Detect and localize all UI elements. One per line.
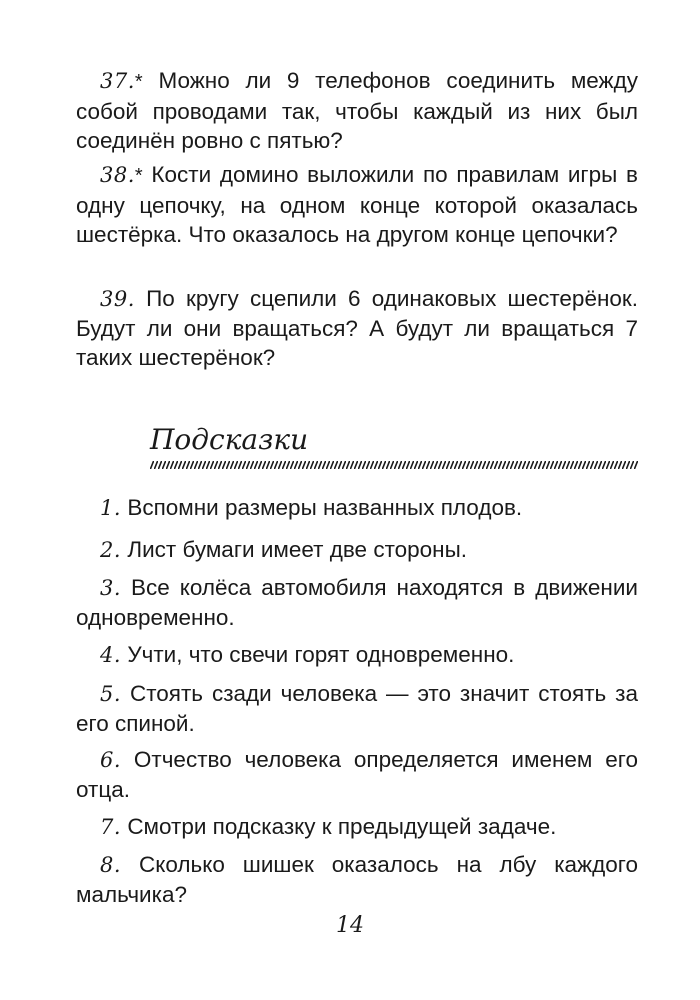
problem-number: 39. [100, 287, 135, 311]
problem-number: 38. [100, 163, 135, 187]
problem-number: 37. [100, 69, 135, 93]
section-heading: Подсказки [150, 423, 309, 456]
hint-6 [76, 745, 638, 804]
problem-38 [76, 160, 638, 249]
hint-1 [76, 493, 638, 523]
hint-text: Учти, что свечи горят одновременно. [127, 642, 515, 667]
hint-3 [76, 573, 638, 632]
hint-text: Сколько шишек оказалось на лбу каждого мальчика? [76, 852, 638, 907]
problem-39 [76, 284, 638, 372]
hint-number: 6. [100, 748, 122, 772]
hint-number: 4. [100, 643, 122, 667]
hint-number: 1. [100, 496, 122, 520]
problem-text: Можно ли 9 телефонов соединить между собой проводами так, чтобы каждый из них был соединён ровно с пятью? [76, 68, 638, 153]
page-number: 14 [336, 913, 364, 938]
hint-number: 5. [100, 682, 122, 706]
hint-2 [76, 535, 638, 565]
heading-hatched-rule [150, 460, 638, 470]
hint-4 [76, 640, 638, 670]
hint-number: 7. [100, 815, 122, 839]
hint-5 [76, 679, 638, 738]
hint-text: Лист бумаги имеет две стороны. [127, 537, 468, 562]
hint-number: 2. [100, 538, 122, 562]
hint-text: Стоять сзади человека — это значит стоять за его спиной. [76, 681, 638, 736]
hint-text: Отчество человека определяется именем его отца. [76, 747, 638, 802]
hint-text: Вспомни размеры названных плодов. [127, 495, 523, 520]
hint-8 [76, 850, 638, 909]
hint-text: Смотри подсказку к предыдущей задаче. [127, 814, 557, 839]
difficulty-star: * [134, 165, 143, 187]
hint-7 [76, 812, 638, 842]
problem-text: По кругу сцепили 6 одинаковых шестерёнок. Будут ли они вращаться? А будут ли вращаться 7 таких шестерёнок? [76, 286, 638, 370]
problem-37 [76, 66, 638, 155]
difficulty-star: * [134, 71, 143, 93]
hint-text: Все колёса автомобиля находятся в движении одновременно. [76, 575, 638, 630]
problem-text: Кости домино выложили по правилам игры в одну цепочку, на одном конце которой оказалась шестёрка. Что оказалось на другом конце цепочки? [76, 162, 638, 247]
hint-number: 3. [100, 576, 122, 600]
hint-number: 8. [100, 853, 122, 877]
